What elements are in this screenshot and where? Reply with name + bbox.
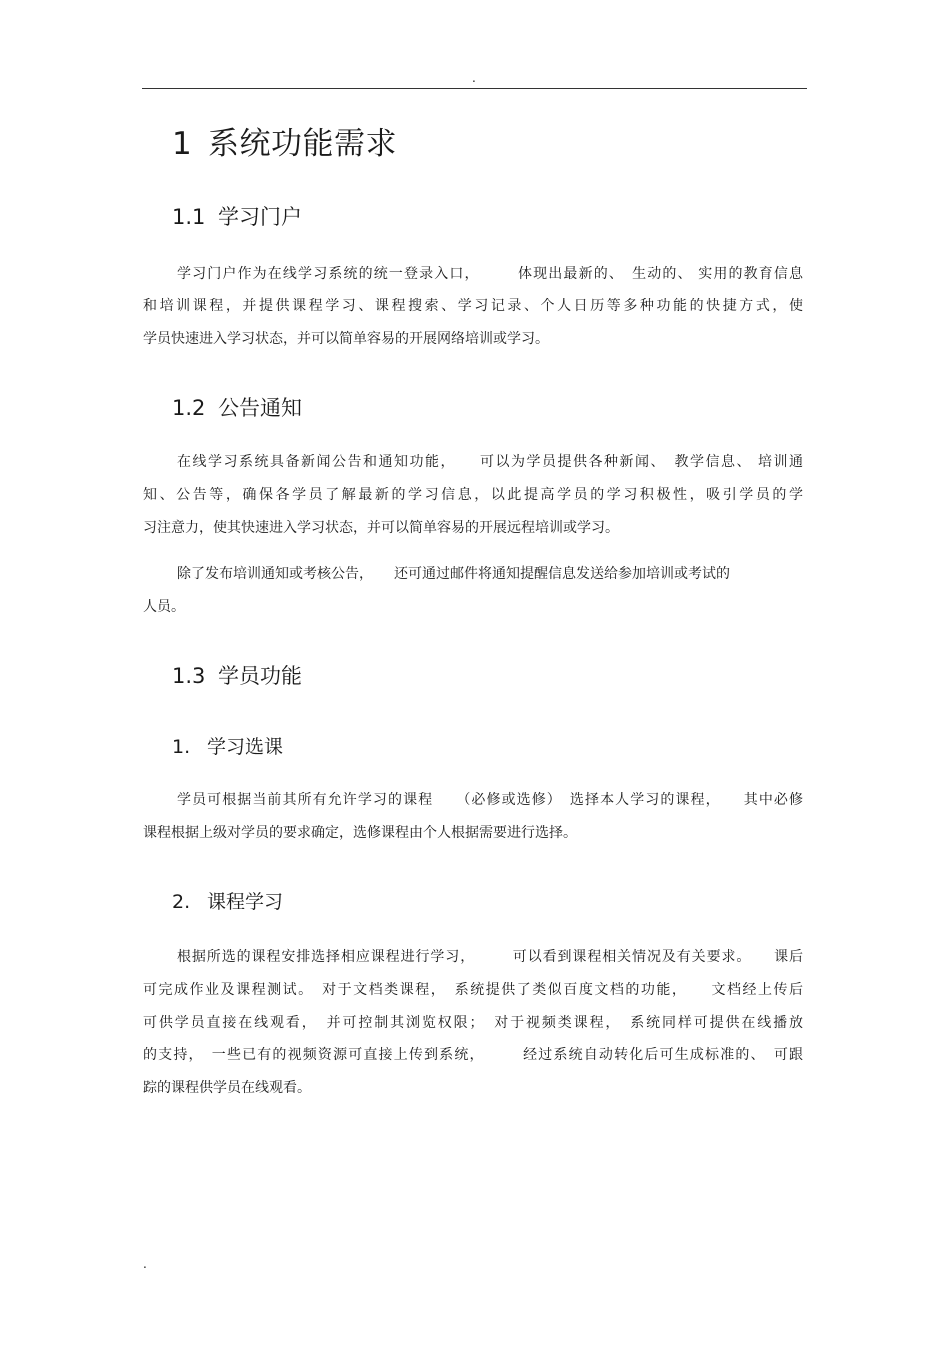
paragraph-line: 的支持， 一些已有的视频资源可直接上传到系统， 经过系统自动转化后可生成标准的、 可跟 — [143, 1047, 803, 1063]
section-heading-1-1 — [172, 203, 302, 231]
header-dot: . — [472, 71, 476, 85]
section-heading-1-3 — [172, 662, 302, 690]
paragraph-line: 学员可根据当前其所有允许学习的课程 （必修或选修） 选择本人学习的课程， 其中必修 — [177, 792, 803, 808]
paragraph-line: 可供学员直接在线观看， 并可控制其浏览权限； 对于视频类课程， 系统同样可提供在线播放 — [143, 1015, 803, 1031]
paragraph-line: 学员快速进入学习状态，并可以简单容易的开展网络培训或学习。 — [143, 331, 549, 347]
paragraph-line: 和培训课程，并提供课程学习、课程搜索、学习记录、个人日历等多种功能的快捷方式，使 — [143, 298, 803, 314]
section-heading-1-2 — [172, 394, 302, 422]
paragraph-line: 知、公告等，确保各学员了解最新的学习信息，以此提高学员的学习积极性，吸引学员的学 — [143, 487, 803, 503]
header-rule — [142, 88, 807, 89]
paragraph-line: 习注意力，使其快速进入学习状态，并可以简单容易的开展远程培训或学习。 — [143, 520, 619, 536]
subsection-heading-2 — [172, 889, 283, 915]
paragraph-line: 学习门户作为在线学习系统的统一登录入口， 体现出最新的、 生动的、 实用的教育信息 — [177, 266, 803, 282]
footer-dot: . — [143, 1257, 147, 1271]
subsection-number: 1. — [172, 736, 191, 758]
chapter-number: 1 — [172, 126, 193, 162]
section-number: 1.1 — [172, 205, 206, 229]
paragraph-line: 人员。 — [143, 599, 185, 615]
paragraph-line: 在线学习系统具备新闻公告和通知功能， 可以为学员提供各种新闻、 教学信息、 培训通 — [177, 454, 803, 470]
paragraph-line: 课程根据上级对学员的要求确定，选修课程由个人根据需要进行选择。 — [143, 825, 577, 841]
section-number: 1.2 — [172, 396, 206, 420]
paragraph-line: 根据所选的课程安排选择相应课程进行学习， 可以看到课程相关情况及有关要求。 课后 — [177, 949, 803, 965]
section-title: 学习门户 — [218, 205, 302, 229]
section-number: 1.3 — [172, 664, 206, 688]
section-title: 学员功能 — [218, 664, 302, 688]
subsection-heading-1 — [172, 734, 283, 760]
subsection-title: 课程学习 — [207, 891, 284, 913]
subsection-number: 2. — [172, 891, 191, 913]
chapter-title-text: 系统功能需求 — [208, 126, 397, 162]
paragraph-line: 除了发布培训通知或考核公告， 还可通过邮件将通知提醒信息发送给参加培训或考试的 — [177, 566, 730, 582]
paragraph-line: 可完成作业及课程测试。 对于文档类课程， 系统提供了类似百度文档的功能， 文档经上传后 — [143, 982, 803, 998]
paragraph-line: 踪的课程供学员在线观看。 — [143, 1080, 311, 1096]
subsection-title: 学习选课 — [207, 736, 284, 758]
section-title: 公告通知 — [218, 396, 302, 420]
chapter-title — [172, 124, 397, 164]
